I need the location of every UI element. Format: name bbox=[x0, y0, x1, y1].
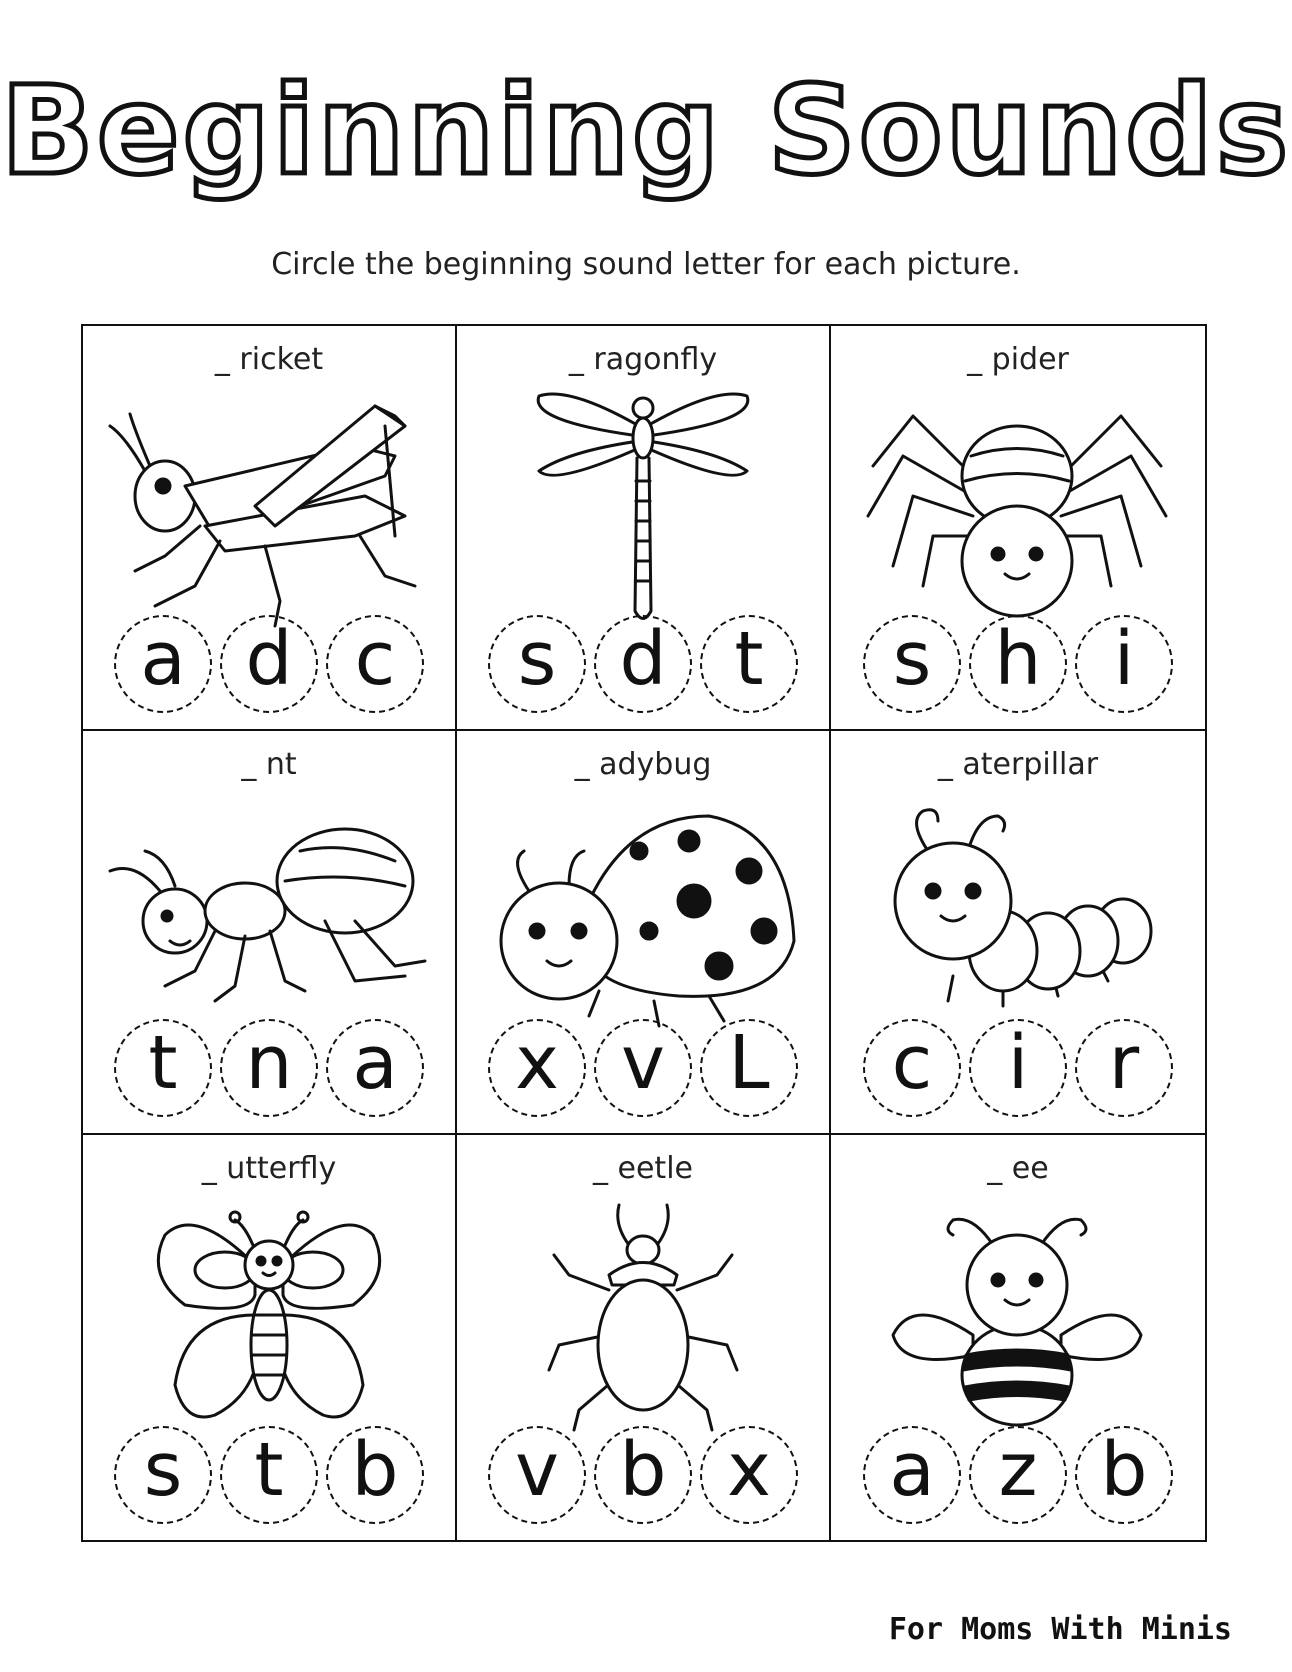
word-prompt: _ adybug bbox=[574, 746, 712, 782]
letter-choice[interactable]: b bbox=[594, 1426, 692, 1524]
letter-choice[interactable]: s bbox=[114, 1426, 212, 1524]
page-title: Beginning Sounds bbox=[0, 60, 1292, 202]
word-prompt: _ aterpillar bbox=[937, 746, 1099, 782]
word-prompt: _ eetle bbox=[592, 1151, 693, 1187]
letter-choice[interactable]: d bbox=[220, 615, 318, 713]
letter-choices bbox=[457, 1426, 829, 1526]
letter-choice[interactable]: t bbox=[220, 1426, 318, 1524]
worksheet-cell-bee bbox=[831, 1135, 1205, 1540]
letter-choices bbox=[831, 1426, 1205, 1526]
letter-choices bbox=[83, 615, 455, 715]
letter-choice[interactable]: c bbox=[863, 1019, 961, 1117]
caterpillar-icon bbox=[853, 791, 1181, 1039]
butterfly-icon bbox=[105, 1195, 433, 1443]
letter-choice[interactable]: d bbox=[594, 615, 692, 713]
worksheet-cell-cricket bbox=[83, 326, 457, 731]
letter-choice[interactable]: a bbox=[114, 615, 212, 713]
letter-choice[interactable]: v bbox=[488, 1426, 586, 1524]
dragonfly-icon bbox=[479, 386, 807, 634]
word-prompt: _ utterfly bbox=[201, 1151, 337, 1187]
letter-choices bbox=[831, 1019, 1205, 1119]
bee-icon bbox=[853, 1195, 1181, 1443]
letter-choices bbox=[831, 615, 1205, 715]
letter-choice[interactable]: b bbox=[1075, 1426, 1173, 1524]
letter-choice[interactable]: L bbox=[700, 1019, 798, 1117]
credit-text: For Moms With Minis bbox=[888, 1612, 1232, 1647]
letter-choice[interactable]: z bbox=[969, 1426, 1067, 1524]
letter-choice[interactable]: v bbox=[594, 1019, 692, 1117]
letter-choices bbox=[457, 615, 829, 715]
letter-choices bbox=[83, 1019, 455, 1119]
worksheet-grid bbox=[81, 324, 1207, 1542]
worksheet-cell-dragonfly bbox=[457, 326, 831, 731]
worksheet-cell-ladybug bbox=[457, 731, 831, 1136]
letter-choice[interactable]: a bbox=[326, 1019, 424, 1117]
word-prompt: _ pider bbox=[967, 342, 1069, 377]
instruction-text: Circle the beginning sound letter for each picture. bbox=[271, 247, 1021, 282]
letter-choice[interactable]: t bbox=[114, 1019, 212, 1117]
letter-choice[interactable]: s bbox=[488, 615, 586, 713]
letter-choice[interactable]: x bbox=[488, 1019, 586, 1117]
worksheet-cell-spider bbox=[831, 326, 1205, 731]
letter-choice[interactable]: x bbox=[700, 1426, 798, 1524]
word-prompt: _ ee bbox=[987, 1151, 1049, 1187]
worksheet-cell-beetle bbox=[457, 1135, 831, 1540]
spider-icon bbox=[853, 386, 1181, 634]
letter-choice[interactable]: i bbox=[1075, 615, 1173, 713]
ant-icon bbox=[105, 791, 433, 1039]
worksheet-cell-ant bbox=[83, 731, 457, 1136]
worksheet-cell-caterpillar bbox=[831, 731, 1205, 1136]
ladybug-icon bbox=[479, 791, 807, 1039]
letter-choices bbox=[83, 1426, 455, 1526]
letter-choice[interactable]: b bbox=[326, 1426, 424, 1524]
letter-choices bbox=[457, 1019, 829, 1119]
cricket-icon bbox=[105, 386, 433, 634]
worksheet-cell-butterfly bbox=[83, 1135, 457, 1540]
letter-choice[interactable]: t bbox=[700, 615, 798, 713]
letter-choice[interactable]: s bbox=[863, 615, 961, 713]
word-prompt: _ nt bbox=[241, 746, 297, 782]
letter-choice[interactable]: a bbox=[863, 1426, 961, 1524]
letter-choice[interactable]: r bbox=[1075, 1019, 1173, 1117]
letter-choice[interactable]: h bbox=[969, 615, 1067, 713]
letter-choice[interactable]: n bbox=[220, 1019, 318, 1117]
letter-choice[interactable]: c bbox=[326, 615, 424, 713]
word-prompt: _ ragonfly bbox=[568, 342, 718, 377]
word-prompt: _ ricket bbox=[214, 342, 324, 377]
beetle-icon bbox=[479, 1195, 807, 1443]
letter-choice[interactable]: i bbox=[969, 1019, 1067, 1117]
